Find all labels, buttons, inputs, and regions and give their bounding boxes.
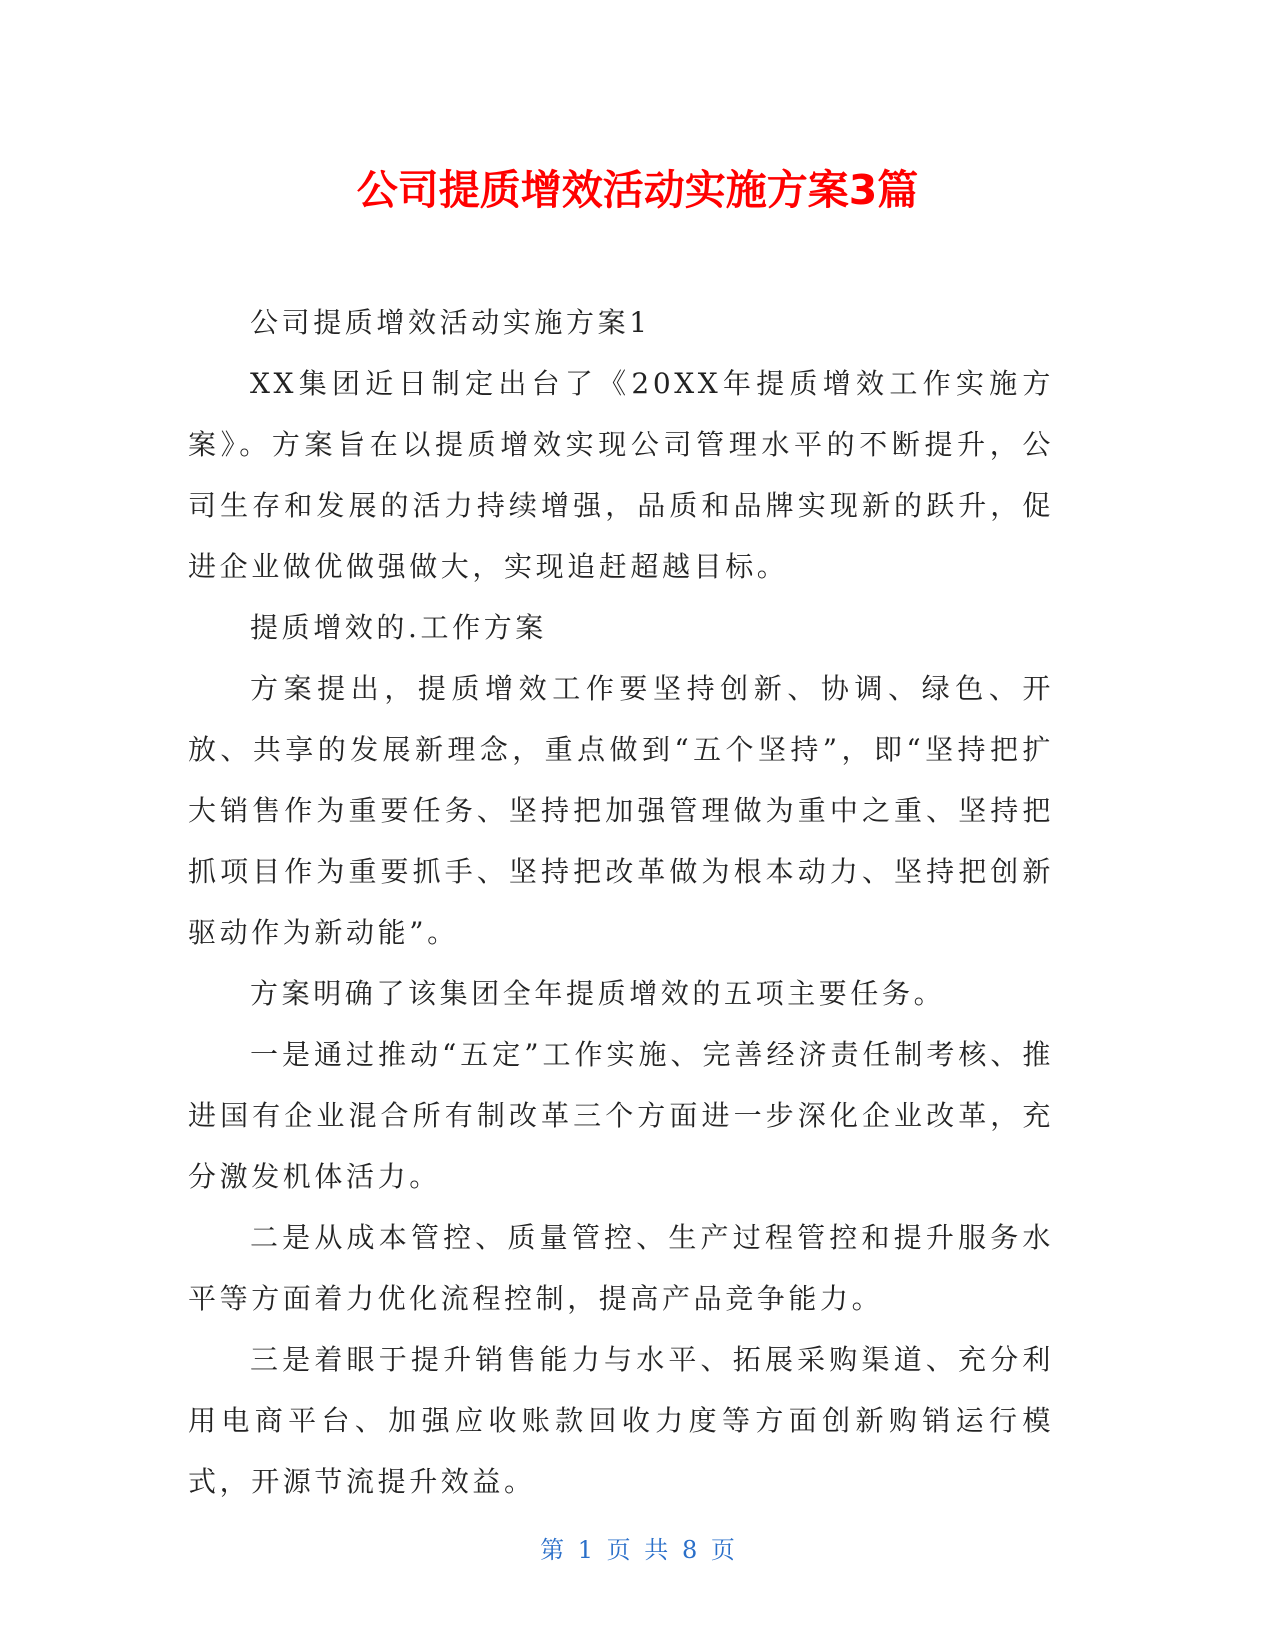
section-heading-2: 提质增效的.工作方案 — [250, 611, 547, 644]
paragraph-task-1: 一是通过推动“五定”工作实施、完善经济责任制考核、推进国有企业混合所有制改革三个方面进一步深化企业改革，充分激发机体活力。 — [188, 1038, 1054, 1193]
paragraph-intro: XX集团近日制定出台了《20XX年提质增效工作实施方案》。方案旨在以提质增效实现公司管理水平的不断提升，公司生存和发展的活力持续增强，品质和品牌实现新的跃升，促进企业做优做强做大，实现追赶超越目标。 — [188, 367, 1054, 583]
paragraph-principles: 方案提出，提质增效工作要坚持创新、协调、绿色、开放、共享的发展新理念，重点做到“五个坚持”，即“坚持把扩大销售作为重要任务、坚持把加强管理做为重中之重、坚持把抓项目作为重要抓手、坚持把改革做为根本动力、坚持把创新驱动作为新动能”。 — [188, 672, 1054, 949]
section-heading-1: 公司提质增效活动实施方案1 — [250, 306, 651, 339]
document-title: 公司提质增效活动实施方案3篇 — [356, 166, 919, 214]
paragraph-task-2: 二是从成本管控、质量管控、生产过程管控和提升服务水平等方面着力优化流程控制，提高产品竞争能力。 — [188, 1221, 1054, 1315]
paragraph-tasks-summary: 方案明确了该集团全年提质增效的五项主要任务。 — [250, 977, 946, 1010]
page-footer: 第 1 页 共 8 页 — [540, 1536, 735, 1564]
document-body — [188, 292, 1054, 1512]
paragraph-task-3: 三是着眼于提升销售能力与水平、拓展采购渠道、充分利用电商平台、加强应收账款回收力度等方面创新购销运行模式，开源节流提升效益。 — [188, 1343, 1054, 1498]
